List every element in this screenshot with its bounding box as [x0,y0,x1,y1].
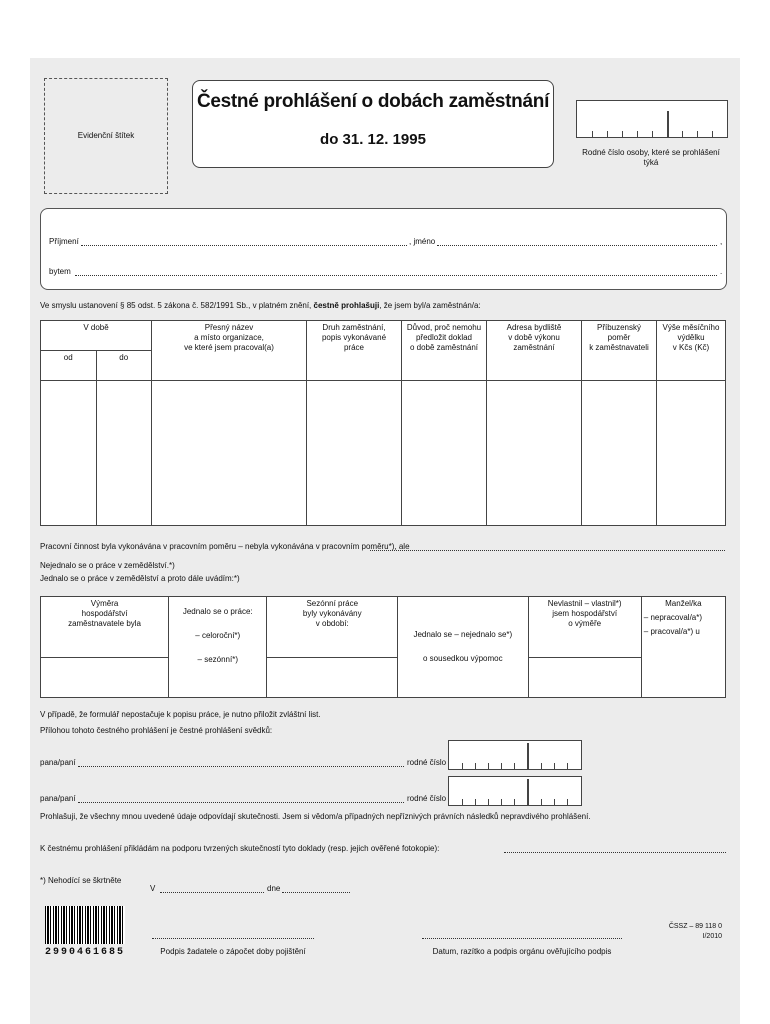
employment-table [40,320,726,526]
work-type-cell[interactable] [169,597,267,698]
help-cell[interactable] [398,597,529,698]
address-label: bytem [49,267,71,276]
cell-income[interactable] [657,381,726,526]
residence-header: Adresa bydliště v době výkonu zaměstnání [487,321,582,381]
intro-end: , že jsem byl/a zaměstnán/a: [379,301,481,310]
birth-number-caption: Rodné číslo osoby, které se prohlášení týká [582,148,720,167]
income-header: Výše měsíčního výdělku v Kčs (Kč) [657,321,726,381]
surname-label: Příjmení [49,237,79,246]
applicant-signature-label: Podpis žadatele o zápočet doby pojištění [160,947,306,956]
help-text: o sousedkou výpomoc [423,654,503,663]
help-option: Jednalo se – nejednalo se*) [413,630,513,639]
witness2-label: pana/paní [40,794,76,803]
declaration-text: Prohlašuji, že všechny mnou uvedené údaje odpovídají skutečnosti. Jsem si vědom/a případných nepříznivých právních následků nepravdivého prohlášení. [40,812,591,821]
witness2-rc-label: rodné číslo [407,794,447,803]
form-insufficient-note: V případě, že formulář nepostačuje k popisu práce, je nutno přiložit zvláštní list. [40,710,321,719]
witness1-rc-label: rodné číslo [407,758,447,767]
witness1-rc-field[interactable] [448,740,582,770]
barcode-number: 2990461685 [45,947,126,958]
page-title: Čestné prohlášení o dobách zaměstnání [196,91,550,112]
address-period: . [720,267,723,276]
applicant-signature-field[interactable] [152,938,314,939]
date-field[interactable] [282,892,350,893]
barcode-image [45,906,125,944]
name-field[interactable] [437,245,717,246]
address-field[interactable] [75,275,717,276]
form-page [30,58,740,1024]
cell-relation[interactable] [582,381,657,526]
witness1-field[interactable] [78,766,404,767]
place-label: V [150,884,156,893]
cell-kind[interactable] [307,381,402,526]
birth-number-field[interactable] [576,100,728,138]
agriculture: Jednalo se o práce v zemědělství a proto dále uvádím:*) [40,574,240,583]
spouse-notworked[interactable]: – nepracoval/a*) [643,613,703,622]
period-header: V době [41,321,152,351]
cell-employer[interactable] [152,381,307,526]
intro-text [40,301,481,311]
cell-reason[interactable] [402,381,487,526]
reason-header: Důvod, proč nemohu předložit doklad o době zaměstnání [402,321,487,381]
season-input[interactable] [267,658,398,698]
intro-part: Ve smyslu ustanovení § 85 odst. 5 zákona č. 582/1991 Sb., v platném znění, [40,301,314,310]
form-code: ČSSZ – 89 118 0 [668,923,722,930]
kind-header: Druh zaměstnání, popis vykonávané práce [307,321,402,381]
title-box [192,80,554,168]
cell-from[interactable] [41,381,97,526]
witness2-rc-field[interactable] [448,776,582,806]
footnote: *) Nehodící se škrtněte [40,876,122,885]
intro-bold: čestně prohlašuji [313,301,380,310]
page-subtitle: do 31. 12. 1995 [320,131,426,148]
owner-input[interactable] [528,658,641,698]
cell-residence[interactable] [487,381,582,526]
to-header: do [96,351,152,381]
stamp-area [44,78,168,194]
witness-intro: Přílohou tohoto čestného prohlášení je čestné prohlášení svědků: [40,726,273,735]
attachments-field[interactable] [504,852,726,853]
seasonal-option[interactable]: – sezónní*) [197,655,238,664]
attachments-text: K čestnému prohlášení přikládám na podporu tvrzených skutečností tyto doklady (resp. jejich ověřené fotokopie): [40,844,440,853]
place-field[interactable] [160,892,264,893]
season-header: Sezónní práce byly vykonávány v období: [267,597,398,658]
cell-to[interactable] [96,381,152,526]
work-type-label: Jednalo se o práce: [182,607,253,616]
area-input[interactable] [41,658,169,698]
applicant-box [40,208,727,290]
employer-header: Přesný název a místo organizace, ve které jsem pracoval(a) [152,321,307,381]
authority-signature-label: Datum, razítko a podpis orgánu ověřujícího podpis [432,947,612,956]
relation-header: Příbuzenský poměr k zaměstnavateli [582,321,657,381]
witness1-label: pana/paní [40,758,76,767]
spouse-worked[interactable]: – pracoval/a*) u [643,627,700,636]
authority-signature-field[interactable] [422,938,622,939]
fullyear-option[interactable]: – celoroční*) [195,631,241,640]
owner-header: Nevlastnil – vlastnil*) jsem hospodářství o výměře [528,597,641,658]
employment-note: Pracovní činnost byla vykonávána v pracovním poměru – nebyla vykonávána v pracovním poměru*), ale [40,542,410,551]
surname-field[interactable] [81,245,407,246]
stamp-label: Evidenční štítek [77,131,135,140]
from-header: od [41,351,97,381]
name-label: , jméno [409,237,436,246]
spouse-label: Manžel/ka [665,599,702,608]
spouse-cell[interactable] [641,597,725,698]
name-comma: , [720,237,723,246]
date-label: dne [267,884,281,893]
agriculture-table [40,596,726,698]
not-agriculture: Nejednalo se o práce v zemědělství.*) [40,561,175,570]
form-version: I/2010 [702,933,722,940]
area-header: Výměra hospodářství zaměstnavatele byla [41,597,169,658]
employment-other-field[interactable] [370,550,725,551]
witness2-field[interactable] [78,802,404,803]
